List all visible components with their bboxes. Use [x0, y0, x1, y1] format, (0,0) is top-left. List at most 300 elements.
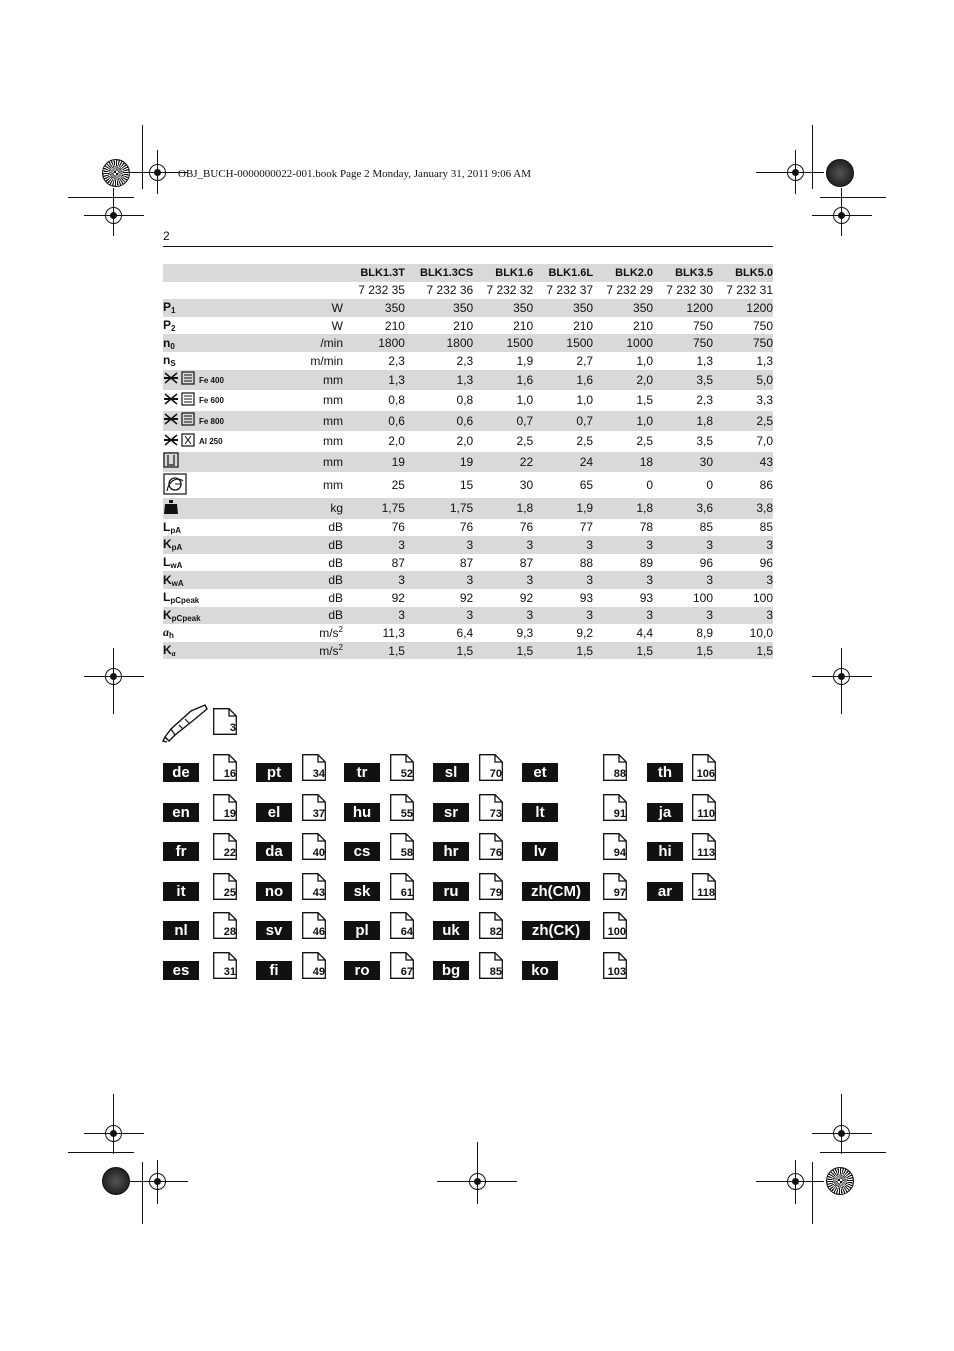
- weight-icon: [163, 499, 179, 518]
- unit-text: dB: [328, 537, 343, 552]
- value-cell: 1,5: [345, 642, 405, 660]
- header-rule: [163, 246, 773, 247]
- article-number: 7 232 30: [666, 283, 714, 298]
- parameter-symbol: [163, 642, 303, 660]
- value-cell: 3: [593, 571, 653, 589]
- symbol-base: n: [163, 335, 171, 350]
- language-badge-bg: bg: [433, 961, 469, 980]
- data-row: [163, 624, 773, 642]
- value-cell: 3: [473, 607, 533, 625]
- language-badge-it: it: [163, 882, 199, 901]
- symbol-subscript: wA: [171, 578, 184, 588]
- page-reference-number: 79: [489, 887, 502, 899]
- page-reference: [213, 794, 237, 821]
- value-cell: 96: [759, 555, 773, 570]
- value-cell: 350: [345, 299, 405, 317]
- value-cell: 3,5: [653, 370, 713, 391]
- symbol-base: K: [163, 643, 172, 658]
- page-reference: [302, 952, 326, 979]
- parameter-symbol: [163, 624, 303, 642]
- language-badge-th: th: [647, 763, 683, 782]
- material-label: Fe 800: [199, 416, 224, 426]
- page-reference-number: 76: [489, 847, 502, 859]
- cut-aluminium-icon: [163, 432, 197, 451]
- value-cell: 1,8: [653, 411, 713, 432]
- unit: [303, 334, 345, 352]
- symbol-subscript: 2: [171, 324, 176, 334]
- parameter-symbol: [163, 334, 303, 352]
- data-row: [163, 370, 773, 391]
- value-cell: 0,6: [345, 411, 405, 432]
- crop-line: [812, 1162, 813, 1224]
- data-row: [163, 452, 773, 473]
- value-cell: 15: [459, 478, 474, 493]
- page-reference: [603, 833, 627, 860]
- crop-line: [68, 197, 134, 198]
- page-reference: [390, 873, 414, 900]
- language-badge-ar: ar: [647, 882, 683, 901]
- value-cell: 3: [345, 607, 405, 625]
- value-cell: 25: [391, 478, 405, 493]
- value-cell: 87: [459, 555, 474, 570]
- language-badge-no: no: [256, 882, 292, 901]
- tool-page-reference: [213, 708, 237, 735]
- language-badge-ko: ko: [522, 961, 558, 980]
- value-cell: 100: [692, 590, 714, 605]
- value-cell: 1500: [473, 334, 533, 352]
- value-cell: 1800: [405, 334, 473, 352]
- page-reference: [302, 873, 326, 900]
- unit: [303, 519, 345, 537]
- data-row: [163, 352, 773, 370]
- language-badge-lt: lt: [522, 803, 558, 822]
- value-cell: 1,0: [636, 353, 654, 368]
- value-cell: 10,0: [749, 625, 773, 640]
- value-cell: 1200: [653, 299, 713, 317]
- page-reference: [603, 794, 627, 821]
- data-row: [163, 472, 773, 498]
- unit-text: dB: [328, 573, 343, 588]
- value-cell: 3,3: [756, 393, 773, 408]
- value-cell: 9,2: [576, 625, 594, 640]
- language-badge-uk: uk: [433, 921, 469, 940]
- page-reference-number: 91: [613, 808, 626, 820]
- language-badge-en: en: [163, 803, 199, 822]
- page-reference: [213, 952, 237, 979]
- data-row: [163, 589, 773, 607]
- value-cell: 3: [593, 607, 653, 625]
- value-cell: 65: [579, 478, 594, 493]
- crop-line: [142, 125, 143, 189]
- value-cell: 77: [579, 520, 594, 535]
- unit-text: mm: [323, 434, 343, 449]
- unit-text: dB: [328, 590, 343, 605]
- value-cell: 43: [713, 452, 773, 473]
- language-badge-sv: sv: [256, 921, 292, 940]
- page-reference-number: 22: [223, 847, 236, 859]
- value-cell: 1,9: [533, 498, 593, 519]
- value-cell: 750: [692, 318, 714, 333]
- value-cell: 76: [391, 520, 405, 535]
- symbol-subscript: a: [171, 649, 176, 659]
- data-row: [163, 317, 773, 335]
- symbol-base: L: [163, 519, 171, 534]
- value-cell: 3: [405, 571, 473, 589]
- crop-line: [68, 1152, 134, 1153]
- value-cell: 2,3: [696, 393, 714, 408]
- value-cell: 88: [579, 555, 594, 570]
- parameter-symbol: [163, 519, 303, 537]
- unit-text: /min: [320, 336, 343, 351]
- language-badge-hi: hi: [647, 842, 683, 861]
- registration-mark-icon: [149, 164, 166, 181]
- value-cell: 76: [459, 520, 474, 535]
- data-row: [163, 571, 773, 589]
- page-reference: [302, 754, 326, 781]
- language-badge-cs: cs: [344, 842, 380, 861]
- value-cell: 1,0: [576, 393, 594, 408]
- value-cell: 350: [405, 299, 473, 317]
- page-reference: [390, 912, 414, 939]
- value-cell: 92: [391, 590, 405, 605]
- registration-mark-icon: [105, 207, 122, 224]
- parameter-symbol: [163, 370, 303, 391]
- value-cell: 210: [453, 318, 474, 333]
- value-cell: 5,0: [713, 370, 773, 391]
- value-cell: 1,5: [593, 642, 653, 660]
- page-reference-number: 100: [607, 926, 626, 938]
- symbol-subscript: pCpeak: [170, 596, 200, 606]
- language-badge-fi: fi: [256, 961, 292, 980]
- value-cell: 30: [519, 478, 534, 493]
- value-cell: 3: [473, 536, 533, 554]
- symbol-subscript: 0: [170, 341, 175, 351]
- language-badge-ro: ro: [344, 961, 380, 980]
- page-reference-number: 70: [489, 768, 502, 780]
- registration-mark-icon: [149, 1173, 166, 1190]
- unit-text: mm: [323, 478, 343, 493]
- page-reference-number: 34: [312, 768, 325, 780]
- symbol-base: L: [163, 590, 171, 605]
- value-cell: 18: [593, 452, 653, 473]
- parameter-symbol: [163, 571, 303, 589]
- value-cell: 3: [593, 536, 653, 554]
- value-cell: 30: [653, 452, 713, 473]
- crop-line: [820, 1152, 886, 1153]
- parameter-symbol: [163, 411, 303, 432]
- material-label: Al 250: [199, 437, 223, 447]
- symbol-subscript: pCpeak: [171, 613, 201, 623]
- page-reference-number: 61: [400, 887, 413, 899]
- page-reference-number: 67: [400, 966, 413, 978]
- model-name: BLK1.6L: [533, 264, 593, 282]
- value-cell: 92: [459, 590, 474, 605]
- symbol-subscript: pA: [170, 525, 182, 535]
- registration-mark-icon: [469, 1173, 486, 1190]
- article-number: 7 232 29: [606, 283, 654, 298]
- parameter-symbol: [163, 536, 303, 554]
- page-reference-number: 88: [613, 768, 626, 780]
- value-cell: 1,5: [636, 393, 654, 408]
- page-reference: [603, 873, 627, 900]
- article-number: 7 232 31: [726, 283, 773, 298]
- value-cell: 1,6: [473, 370, 533, 391]
- cut-width-icon: [163, 452, 179, 471]
- unit-superscript: 2: [338, 625, 343, 635]
- unit-text: dB: [328, 520, 343, 535]
- value-cell: 1,3: [405, 370, 473, 391]
- value-cell: 3: [713, 536, 773, 554]
- value-cell: 4,4: [636, 625, 654, 640]
- value-cell: 1000: [593, 334, 653, 352]
- language-badge-hu: hu: [344, 803, 380, 822]
- value-cell: 0: [646, 478, 654, 493]
- symbol-base: a: [163, 625, 169, 640]
- value-cell: 350: [473, 299, 533, 317]
- value-cell: 93: [579, 590, 594, 605]
- value-cell: 1200: [713, 299, 773, 317]
- unit-text: mm: [323, 393, 343, 408]
- header-blank: [163, 264, 303, 282]
- value-cell: 96: [699, 555, 714, 570]
- symbol-subscript: 1: [171, 306, 176, 316]
- value-cell: 19: [345, 452, 405, 473]
- unit: [303, 390, 345, 411]
- registration-mark-icon: [833, 1125, 850, 1142]
- page-reference-number: 25: [223, 887, 236, 899]
- value-cell: 3,6: [653, 498, 713, 519]
- header-note: OBJ_BUCH-0000000022-001.book Page 2 Monday, January 31, 2011 9:06 AM: [178, 168, 532, 180]
- header-blank: [163, 282, 303, 300]
- unit: [303, 317, 345, 335]
- symbol-base: K: [163, 607, 172, 622]
- language-badge-el: el: [256, 803, 292, 822]
- registration-mark-icon: [105, 1125, 122, 1142]
- unit-text: dB: [328, 608, 343, 623]
- value-cell: 0,7: [473, 411, 533, 432]
- data-row: [163, 536, 773, 554]
- value-cell: 3: [533, 571, 593, 589]
- article-number-row: [163, 282, 773, 300]
- header-blank: [303, 264, 345, 282]
- page-reference: [390, 833, 414, 860]
- article-number: 7 232 35: [358, 283, 405, 298]
- parameter-symbol: [163, 299, 303, 317]
- language-badge-ru: ru: [433, 882, 469, 901]
- language-badge-lv: lv: [522, 842, 558, 861]
- data-row: [163, 642, 773, 660]
- value-cell: 3: [713, 571, 773, 589]
- page-reference: [390, 754, 414, 781]
- language-badge-da: da: [256, 842, 292, 861]
- language-badge-sr: sr: [433, 803, 469, 822]
- page-reference-number: 110: [697, 808, 715, 820]
- data-row: [163, 390, 773, 411]
- value-cell: 3: [405, 536, 473, 554]
- page-reference: [213, 912, 237, 939]
- cut-steel-icon: [163, 411, 197, 430]
- unit: [303, 536, 345, 554]
- page-reference-number: 19: [223, 808, 236, 820]
- parameter-symbol: [163, 452, 303, 473]
- page-reference-number: 49: [312, 966, 325, 978]
- unit-text: kg: [330, 501, 343, 516]
- registration-mark-icon: [787, 1173, 804, 1190]
- page-reference-number: 40: [312, 847, 325, 859]
- page-reference: [692, 833, 716, 860]
- symbol-base: P: [163, 318, 172, 333]
- unit-text: mm: [323, 454, 343, 469]
- data-row: [163, 431, 773, 452]
- value-cell: 350: [533, 299, 593, 317]
- unit-superscript: 2: [338, 643, 343, 653]
- cut-steel-icon: [163, 391, 197, 410]
- page-reference-number: 58: [400, 847, 413, 859]
- page-reference-number: 118: [697, 887, 715, 899]
- value-cell: 1,9: [516, 353, 534, 368]
- unit: [303, 498, 345, 519]
- language-badge-et: et: [522, 763, 558, 782]
- value-cell: 0,8: [388, 393, 405, 408]
- value-cell: 2,3: [456, 353, 474, 368]
- header-blank: [303, 282, 345, 300]
- unit: [303, 370, 345, 391]
- article-number: 7 232 37: [546, 283, 594, 298]
- page-reference: [213, 833, 237, 860]
- language-badge-sk: sk: [344, 882, 380, 901]
- page-reference-number: 113: [697, 847, 715, 859]
- language-badge-zhck: zh(CK): [522, 921, 590, 940]
- language-badge-tr: tr: [344, 763, 380, 782]
- value-cell: 0,6: [405, 411, 473, 432]
- color-target-icon: [826, 1167, 854, 1195]
- model-name: BLK1.3T: [345, 264, 405, 282]
- value-cell: 0,7: [533, 411, 593, 432]
- page-reference: [213, 754, 237, 781]
- value-cell: 1,0: [593, 411, 653, 432]
- value-cell: 210: [573, 318, 594, 333]
- model-name: BLK3.5: [653, 264, 713, 282]
- page-reference-number: 106: [696, 768, 715, 780]
- value-cell: 3: [653, 571, 713, 589]
- value-cell: 3: [713, 607, 773, 625]
- value-cell: 1,5: [533, 642, 593, 660]
- page-reference-number: 64: [400, 926, 413, 938]
- value-cell: 2,5: [636, 434, 654, 449]
- value-cell: 87: [391, 555, 405, 570]
- value-cell: 1,6: [533, 370, 593, 391]
- language-badge-es: es: [163, 961, 199, 980]
- unit: [303, 589, 345, 607]
- symbol-subscript: wA: [170, 561, 183, 571]
- data-row: [163, 299, 773, 317]
- value-cell: 87: [519, 555, 534, 570]
- color-target-icon: [102, 1167, 130, 1195]
- symbol-base: n: [163, 353, 171, 368]
- crop-line: [812, 125, 813, 189]
- value-cell: 1,3: [756, 353, 773, 368]
- tool-page-number: 3: [229, 722, 236, 734]
- value-cell: 2,5: [516, 434, 534, 449]
- page-reference-number: 73: [489, 808, 502, 820]
- page-reference-number: 55: [400, 808, 413, 820]
- crop-line: [820, 197, 886, 198]
- parameter-symbol: [163, 317, 303, 335]
- page-reference: [603, 912, 627, 939]
- value-cell: 3,8: [713, 498, 773, 519]
- model-name: BLK1.6: [473, 264, 533, 282]
- page-reference-number: 28: [223, 926, 236, 938]
- registration-mark-icon: [787, 164, 804, 181]
- symbol-subscript: S: [170, 359, 176, 369]
- value-cell: 1,3: [696, 353, 714, 368]
- color-target-icon: [826, 159, 854, 187]
- parameter-symbol: [163, 431, 303, 452]
- value-cell: 3: [653, 607, 713, 625]
- value-cell: 7,0: [756, 434, 773, 449]
- page-reference-number: 37: [312, 808, 325, 820]
- page-reference: [479, 833, 503, 860]
- unit-text: m/s: [319, 626, 339, 641]
- value-cell: 1,5: [713, 642, 773, 660]
- page-reference-number: 94: [613, 847, 626, 859]
- value-cell: 3: [533, 607, 593, 625]
- symbol-base: K: [163, 572, 172, 587]
- language-badge-pt: pt: [256, 763, 292, 782]
- value-cell: 2,7: [576, 353, 594, 368]
- value-cell: 2,3: [388, 353, 405, 368]
- value-cell: 750: [752, 318, 773, 333]
- language-badge-fr: fr: [163, 842, 199, 861]
- page-reference: [603, 952, 627, 979]
- model-name: BLK1.3CS: [405, 264, 473, 282]
- unit: [303, 571, 345, 589]
- value-cell: 1,5: [473, 642, 533, 660]
- unit: [303, 624, 345, 642]
- parameter-symbol: [163, 498, 303, 519]
- data-row: [163, 411, 773, 432]
- value-cell: 3,5: [696, 434, 714, 449]
- tool-illustration-icon: [161, 701, 209, 743]
- page-reference-number: 103: [607, 966, 626, 978]
- parameter-symbol: [163, 589, 303, 607]
- value-cell: 1,8: [593, 498, 653, 519]
- value-cell: 3: [653, 536, 713, 554]
- value-cell: 2,0: [388, 434, 405, 449]
- value-cell: 85: [699, 520, 714, 535]
- page-reference: [479, 952, 503, 979]
- value-cell: 2,0: [456, 434, 474, 449]
- value-cell: 1800: [345, 334, 405, 352]
- data-row: [163, 554, 773, 572]
- value-cell: 1,5: [405, 642, 473, 660]
- page-reference: [692, 754, 716, 781]
- unit: [303, 352, 345, 370]
- parameter-symbol: [163, 607, 303, 625]
- page-reference: [692, 794, 716, 821]
- unit: [303, 411, 345, 432]
- value-cell: 24: [533, 452, 593, 473]
- value-cell: 89: [639, 555, 654, 570]
- value-cell: 22: [473, 452, 533, 473]
- page-reference-number: 16: [223, 768, 236, 780]
- page-reference-number: 85: [489, 966, 502, 978]
- page-reference: [479, 754, 503, 781]
- cut-steel-icon: [163, 370, 197, 389]
- unit-text: m/s: [319, 644, 339, 659]
- value-cell: 210: [513, 318, 534, 333]
- symbol-subscript: h: [169, 631, 174, 641]
